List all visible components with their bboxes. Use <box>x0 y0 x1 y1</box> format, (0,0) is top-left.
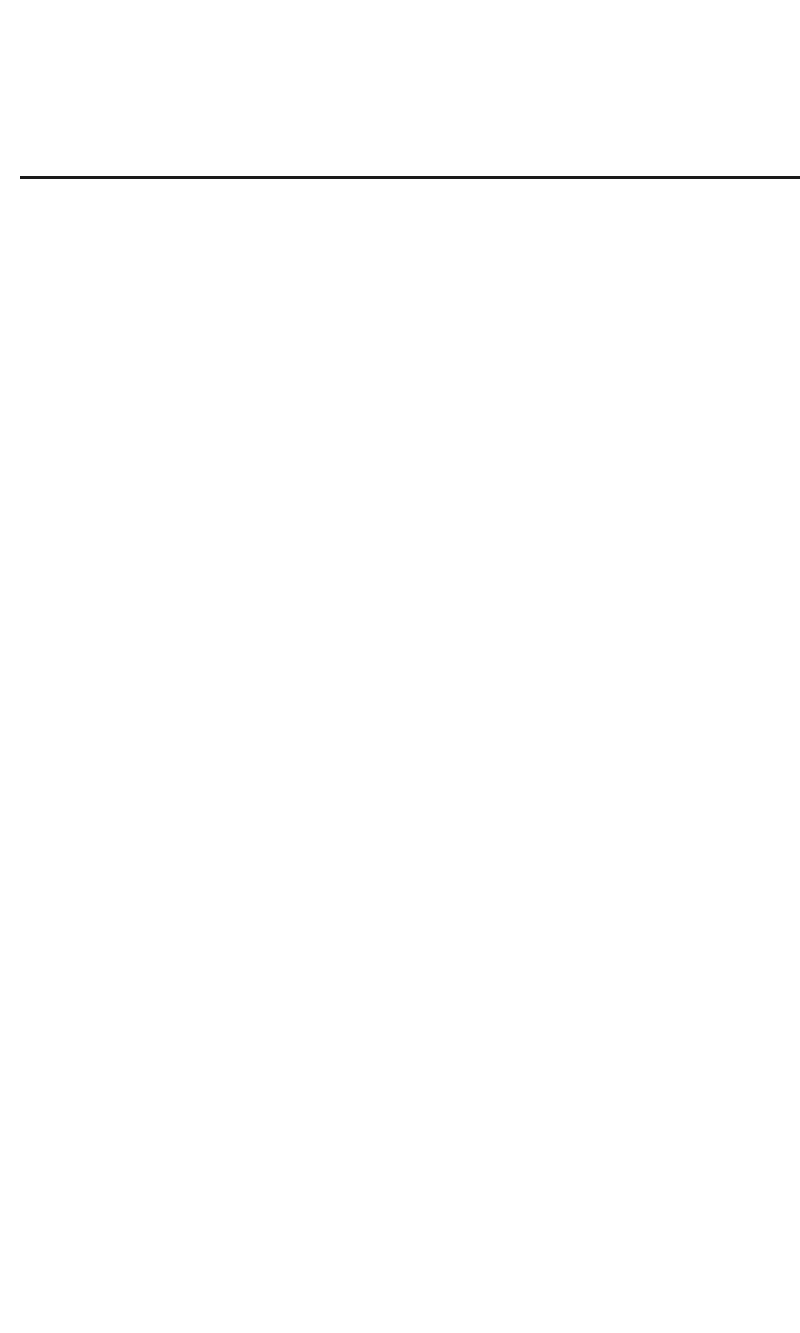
top-rule <box>20 176 800 179</box>
